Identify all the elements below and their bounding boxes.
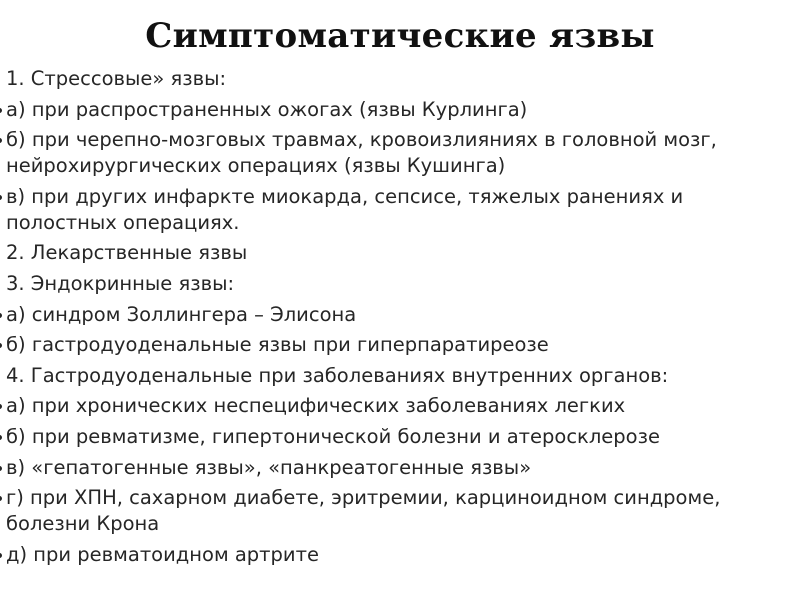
- list-item: в) «гепатогенные язвы», «панкреатогенные язвы»: [0, 455, 790, 481]
- list-item: б) гастродуоденальные язвы при гиперпаратиреозе: [0, 332, 790, 358]
- list-item: б) при ревматизме, гипертонической болезни и атеросклерозе: [0, 424, 790, 450]
- list-item: г) при ХПН, сахарном диабете, эритремии, карциноидном синдроме, болезни Крона: [0, 485, 790, 537]
- list-item: б) при черепно-мозговых травмах, кровоизлияниях в головной мозг, нейрохирургических операциях (язвы Кушинга): [0, 127, 790, 179]
- list-item: а) при хронических неспецифических заболеваниях легких: [0, 393, 790, 419]
- list-item: 1. Стрессовые» язвы:: [6, 67, 227, 90]
- list-item: а) синдром Золлингера – Элисона: [0, 302, 790, 328]
- list-item: в) при других инфаркте миокарда, сепсисе, тяжелых ранениях и полостных операциях.: [0, 184, 790, 236]
- list-item: 3. Эндокринные язвы:: [6, 271, 235, 295]
- slide-title: Симптоматические язвы: [145, 16, 655, 56]
- list-item: а) при распространенных ожогах (язвы Курлинга): [0, 97, 790, 123]
- list-item: 4. Гастродуоденальные при заболеваниях внутренних органов:: [6, 363, 669, 387]
- symptom-list: [0, 66, 790, 572]
- list-item: 2. Лекарственные язвы: [6, 241, 248, 265]
- list-item: д) при ревматоидном артрите: [0, 542, 790, 568]
